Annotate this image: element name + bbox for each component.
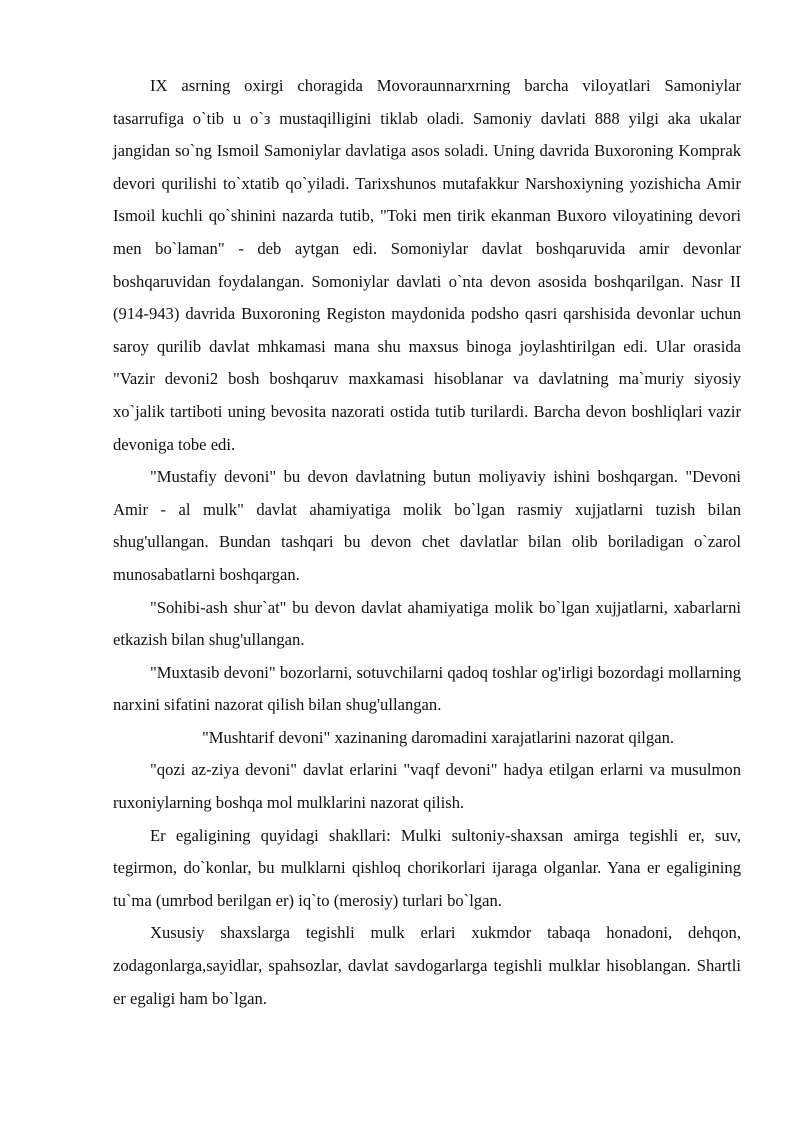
- paragraph-land-ownership-forms: Er egaligining quyidagi shakllari: Mulki sultoniy-shaxsan amirga tegishli er, suv, tegirmon, do`konlar, bu mulklarni qishloq chorikorlari ijaraga olganlar. Yana er egaligining tu`ma (umrbod berilgan er) iq`to (merosiy) turlari bo`lgan.: [113, 825, 741, 910]
- paragraph-muxtasib-devoni: "Muxtasib devoni" bozorlarni, sotuvchilarni qadoq toshlar og'irligi bozordagi mollarning narxini sifatini nazorat qilish bilan shug'ullangan.: [113, 662, 741, 715]
- paragraph-private-land: Xususiy shaxslarga tegishli mulk erlari xukmdor tabaqa honadoni, dehqon, zodagonlarga,sayidlar, spahsozlar, davlat savdogarlarga tegishli mulklar hisoblangan. Shartli er egaligi ham bo`lgan.: [113, 923, 741, 1008]
- paragraph-mushtarif-devoni: "Mushtarif devoni" xazinaning daromadini xarajatlarini nazorat qilgan.: [202, 727, 675, 747]
- document-page: [113, 70, 741, 1015]
- paragraph-qozi-az-ziya-devoni: "qozi az-ziya devoni" davlat erlarini "vaqf devoni" hadya etilgan erlarni va musulmon ruxoniylarning boshqa mol mulklarini nazorat qilish.: [113, 760, 741, 813]
- paragraph-mustafiy-devoni: "Mustafiy devoni" bu devon davlatning butun moliyaviy ishini boshqargan. "Devoni Amir - al mulk" davlat ahamiyatiga molik bo`lgan rasmiy xujjatlarni tuzish bilan shug'ullangan. Bundan tashqari bu devon chet davlatlar bilan olib boriladigan o`zarol munosabatlarni boshqargan.: [113, 467, 741, 584]
- paragraph-sohibi-ash-shurat: "Sohibi-ash shur`at" bu devon davlat ahamiyatiga molik bo`lgan xujjatlarni, xabarlarni etkazish bilan shug'ullangan.: [113, 597, 741, 650]
- paragraph-samanid-state: IX asrning oxirgi choragida Movoraunnarxrning barcha viloyatlari Samoniylar tasarrufiga o`tib u o`з mustaqilligini tiklab oladi. Samoniy davlati 888 yilgi aka ukalar jangidan so`ng Ismoil Samoniylar davlatiga asos soladi. Uning davrida Buxoroning Komprak devori qurilishi to`xtatib qo`yiladi. Tarixshunos mutafakkur Narshoxiyning yozishicha Amir Ismoil kuchli qo`shinini nazarda tutib, "Toki men tirik ekanman Buxoro viloyatining devori men bo`laman" - deb aytgan edi. Somoniylar davlat boshqaruvida amir devonlar boshqaruvidan foydalangan. Somoniylar davlati o`nta devon asosida boshqarilgan. Nasr II (914-943) davrida Buxoroning Registon maydonida podsho qasri qarshisida devonlar uchun saroy qurilib davlat mhkamasi mana shu maxsus binoga joylashtirilgan edi. Ular orasida "Vazir devoni2 bosh boshqaruv maxkamasi hisoblanar va davlatning ma`muriy siyosiy xo`jalik tartiboti uning bevosita nazorati ostida tutib turilardi. Barcha devon boshliqlari vazir devoniga tobe edi.: [113, 76, 741, 454]
